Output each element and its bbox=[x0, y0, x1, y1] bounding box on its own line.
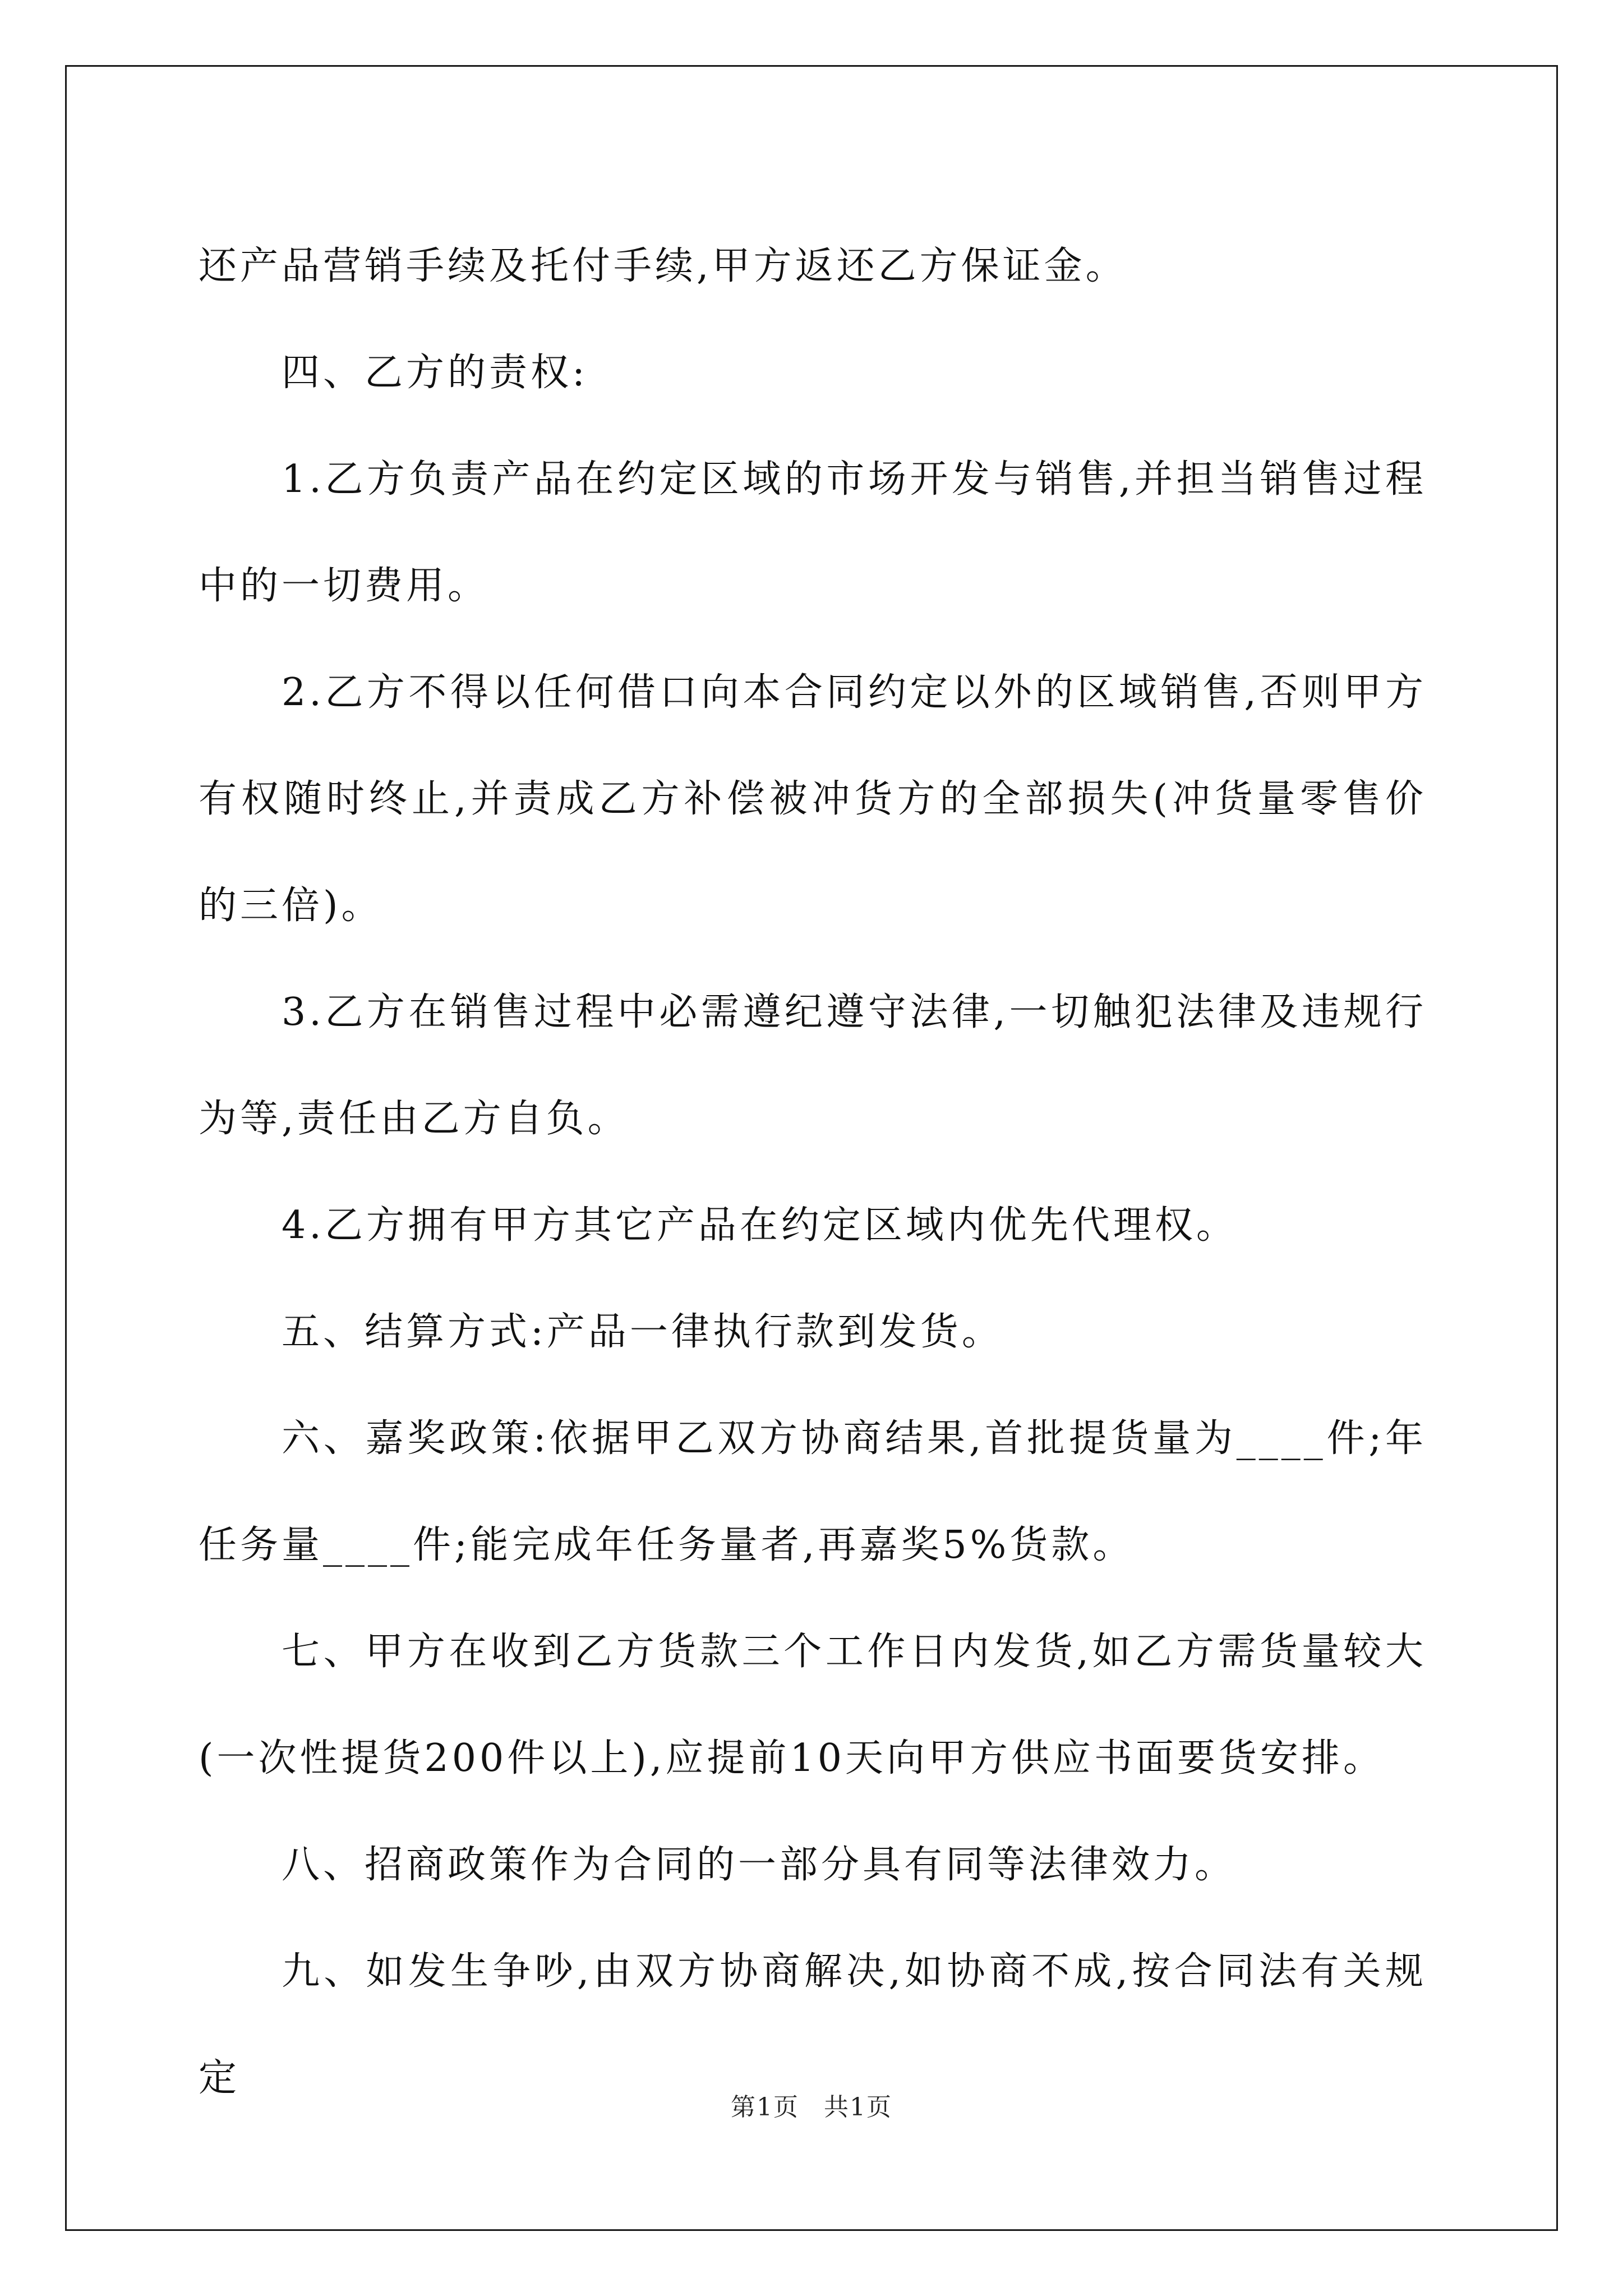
clause-4: 4.乙方拥有甲方其它产品在约定区域内优先代理权。 bbox=[282, 1203, 1238, 1248]
section-dispute: 九、如发生争吵,由双方协商解决,如协商不成,按合同法有关规定 bbox=[199, 1949, 1427, 2100]
section-policy: 八、招商政策作为合同的一部分具有同等法律效力。 bbox=[282, 1843, 1237, 1887]
document-body bbox=[199, 213, 1427, 2132]
page-number-current: 第1页 bbox=[731, 2093, 799, 2122]
section-delivery: 七、甲方在收到乙方货款三个工作日内发货,如乙方需货量较大(一次性提货200件以上),应提前10天向甲方供应书面要货安排。 bbox=[199, 1630, 1427, 1780]
section-rewards: 六、嘉奖政策:依据甲乙双方协商结果,首批提货量为____件;年任务量____件;能完成年任务量者,再嘉奖5%货款。 bbox=[199, 1416, 1427, 1567]
clause-2: 2.乙方不得以任何借口向本合同约定以外的区域销售,否则甲方有权随时终止,并责成乙方补偿被冲货方的全部损失(冲货量零售价的三倍)。 bbox=[199, 670, 1427, 928]
page-number-total: 共1页 bbox=[824, 2093, 892, 2122]
clause-1: 1.乙方负责产品在约定区域的市场开发与销售,并担当销售过程中的一切费用。 bbox=[199, 457, 1427, 608]
section-heading-responsibilities: 四、乙方的责权: bbox=[282, 351, 588, 395]
paragraph-0: 还产品营销手续及托付手续,甲方返还乙方保证金。 bbox=[199, 244, 1127, 288]
clause-3: 3.乙方在销售过程中必需遵纪遵守法律,一切触犯法律及违规行为等,责任由乙方自负。 bbox=[199, 990, 1427, 1141]
section-settlement: 五、结算方式:产品一律执行款到发货。 bbox=[282, 1310, 1003, 1354]
page-footer bbox=[0, 2087, 1623, 2123]
